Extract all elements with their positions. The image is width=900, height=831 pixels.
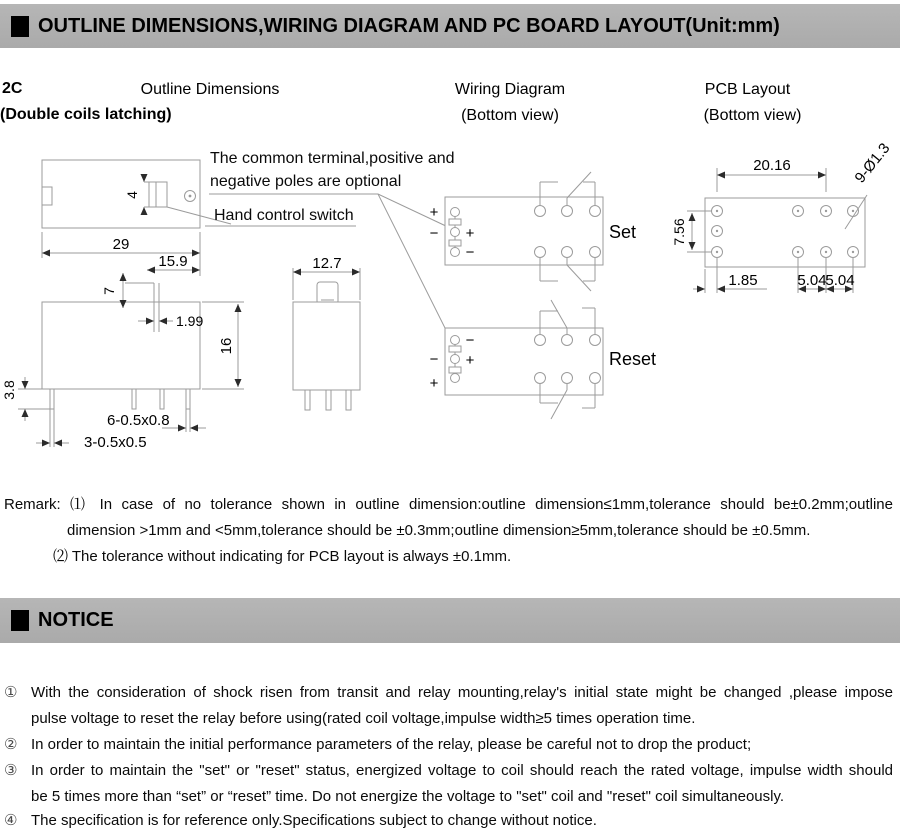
dim-body-height: 16 xyxy=(218,337,235,355)
dim-pcb-pitch2: 5.04 xyxy=(825,272,855,289)
notice-number-3: ③ xyxy=(4,762,18,779)
hand-control-switch-note: Hand control switch xyxy=(214,207,354,224)
dim-pcb-holes: 9-Ø1.3 xyxy=(851,139,894,187)
black-square-icon xyxy=(11,610,29,631)
dim-body-length: 29 xyxy=(112,236,130,253)
remark-line2: dimension >1mm and <5mm,tolerance should be ±0.3mm;outline dimension≥5mm,tolerance should be ±0.5mm. xyxy=(67,522,811,539)
common-terminal-note-line1: The common terminal,positive and xyxy=(210,150,455,167)
reset-coil-inner-plus: + xyxy=(465,352,475,369)
notice-item-3-line2: be 5 times more than “set” or “reset” time. Do not energize the voltage to "set" coil and "reset" coil simultaneously. xyxy=(31,788,785,805)
wiring-diagram-subheader: (Bottom view) xyxy=(461,107,559,124)
dim-pin-length: 3.8 xyxy=(1,380,17,400)
notice-number-2: ② xyxy=(4,736,18,753)
dim-switch-width: 4 xyxy=(124,191,140,199)
relay-type-label: 2C xyxy=(2,80,23,97)
outline-section-title: OUTLINE DIMENSIONS,WIRING DIAGRAM AND PC BOARD LAYOUT(Unit:mm) xyxy=(38,14,780,37)
notice-item-4: The specification is for reference only.Specifications subject to change without notice. xyxy=(31,812,597,829)
dim-switch-offset: 15.9 xyxy=(158,253,188,270)
reset-coil-inner-minus: − xyxy=(465,332,475,349)
notice-item-1-line2: pulse voltage to reset the relay before using(rated coil voltage,impulse width≥5 times operation time. xyxy=(31,710,696,727)
wiring-diagram-header: Wiring Diagram xyxy=(454,81,566,98)
set-coil-inner-plus: + xyxy=(465,225,475,242)
pcb-layout-drawing xyxy=(671,140,894,293)
notice-number-1: ① xyxy=(4,684,18,701)
outline-dimensions-header: Outline Dimensions xyxy=(140,81,280,98)
hand-switch-shape xyxy=(149,182,167,207)
pcb-layout-subheader: (Bottom view) xyxy=(703,107,802,124)
relay-front-view-drawing xyxy=(1,232,244,451)
relay-type-note: (Double coils latching) xyxy=(0,106,172,123)
pcb-layout-header: PCB Layout xyxy=(704,81,791,98)
common-terminal-note-line2: negative poles are optional xyxy=(210,173,402,190)
reset-label: Reset xyxy=(609,349,657,369)
reset-coil-outer-plus: + xyxy=(429,375,439,392)
dim-pcb-edge: 1.85 xyxy=(728,272,758,289)
dim-pin-width: 1.99 xyxy=(176,313,204,329)
set-coil-outer-minus: − xyxy=(429,225,439,242)
wiring-diagram-reset xyxy=(430,300,656,419)
wiring-diagram-set xyxy=(430,172,636,291)
dim-side-width: 12.7 xyxy=(312,255,342,272)
notice-item-2: In order to maintain the initial performance parameters of the relay, please be careful not to drop the product; xyxy=(31,736,752,753)
remark-line1: Remark: ⑴ In case of no tolerance shown in outline dimension:outline dimension≤1mm,tolerance should be±0.2mm;outline xyxy=(4,496,893,513)
dim-pcb-rows: 7.56 xyxy=(671,218,687,246)
relay-side-view-drawing xyxy=(293,255,360,410)
dim-switch-height: 7 xyxy=(101,287,117,295)
set-label: Set xyxy=(609,222,637,242)
reset-coil-outer-minus: − xyxy=(429,351,439,368)
notice-item-3-line1: In order to maintain the "set" or "reset" status, energized voltage to coil should reach the rated voltage, impulse width should xyxy=(31,762,893,779)
remark-line3: ⑵ The tolerance without indicating for PCB layout is always ±0.1mm. xyxy=(53,548,512,565)
notice-number-4: ④ xyxy=(4,812,18,829)
dim-pins-3: 3-0.5x0.5 xyxy=(84,434,147,451)
notice-section-title: NOTICE xyxy=(38,609,114,631)
dim-pins-6: 6-0.5x0.8 xyxy=(107,412,170,429)
notice-section-bar xyxy=(0,598,900,643)
dim-pcb-span: 20.16 xyxy=(753,157,791,174)
dim-pcb-pitch1: 5.04 xyxy=(797,272,827,289)
notice-item-1-line1: With the consideration of shock risen from transit and relay mounting,relay's initial state might be changed ,please impose xyxy=(31,684,893,701)
set-coil-inner-minus: − xyxy=(465,244,475,261)
set-coil-outer-plus: + xyxy=(429,204,439,221)
